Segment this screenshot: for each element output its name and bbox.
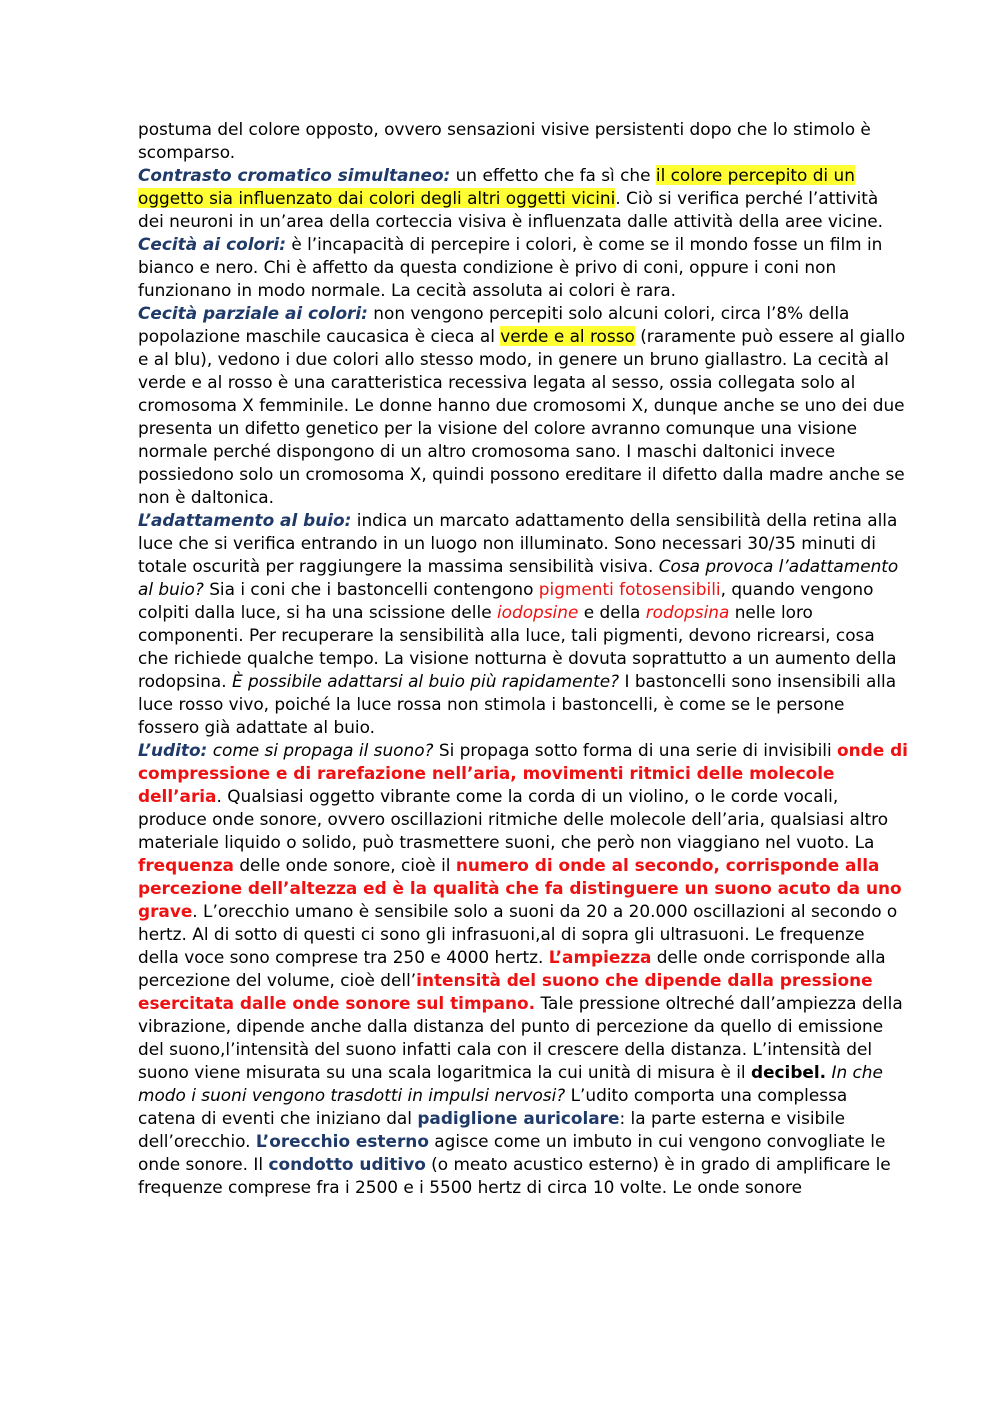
text: postuma del colore opposto, ovvero sensazioni visive persistenti dopo che lo stimolo è scomparso. [138,119,871,162]
section-heading: L’udito: [138,740,208,760]
red-term: rodopsina [645,602,730,622]
section-heading: Cecità ai colori: [138,234,286,254]
text: L’udito comporta una complessa catena di eventi che iniziano dal [138,1085,848,1128]
text: delle onde corrisponde alla percezione del volume, cioè dell’ [138,947,886,990]
text: è l’incapacità di percepire i colori, è come se il mondo fosse un film in bianco e nero. Chi è affetto da questa condizione è privo di coni, oppure i coni non funzionano in modo normale. La cecità assoluta ai colori è rara. [138,234,883,300]
red-bold-term: frequenza [138,855,234,875]
question-text: Cosa provoca l’adattamento al buio? [138,556,899,599]
text: . L’orecchio umano è sensibile solo a suoni da 20 a 20.000 oscillazioni al secondo o hertz. Al di sotto di questi ci sono gli infrasuoni,al di sopra gli ultrasuoni. Le frequenze della voce sono comprese tra 250 e 4000 hertz. [138,901,898,967]
text: un effetto che fa sì che [450,165,656,185]
red-term: iodopsine [496,602,579,622]
red-bold-term: numero di onde al secondo, corrisponde alla percezione dell’altezza ed è la qualità che fa distinguere un suono acuto da uno grave [138,855,902,921]
text: e della [578,602,646,622]
blue-bold-term: padiglione auricolare [417,1108,620,1128]
text: agisce come un imbuto in cui vengono convogliate le onde sonore. Il [138,1131,886,1174]
text: indica un marcato adattamento della sensibilità della retina alla luce che si verifica entrando in un luogo non illuminato. Sono necessari 30/35 minuti di totale oscurità per raggiungere la massima sensibilità visiva. [138,510,898,576]
highlighted-text: verde e al rosso [500,326,635,346]
text: (raramente può essere al giallo e al blu), vedono i due colori allo stesso modo, in genere un bruno giallastro. La cecità al verde e al rosso è una caratteristica recessiva legata al sesso, ossia collegata solo al cromosoma X femminile. Le donne hanno due cromosomi X, dunque anche se uno dei due presenta un difetto genetico per la visione del colore avranno comunque una visione normale perché dispongono di un altro cromosoma sano. I maschi daltonici invece possiedono solo un cromosoma X, quindi possono ereditare il difetto dalla madre anche se non è daltonica. [138,326,906,507]
section-heading: L’adattamento al buio: [138,510,352,530]
paragraph-dark-adaptation [138,509,908,739]
paragraph-color-blindness [138,233,908,302]
section-heading: Cecità parziale ai colori: [138,303,368,323]
text: Tale pressione oltreché dall’ampiezza della vibrazione, dipende anche dalla distanza del punto di percezione da quello di emissione del suono,l’intensità del suono infatti cala con il crescere della distanza. L’intensità del suono viene misurata su una scala logaritmica la cui unità di misura è il [138,993,903,1082]
text: . Qualsiasi oggetto vibrante come la corda di un violino, o le corde vocali, produce onde sonore, ovvero oscillazioni ritmiche delle molecole dell’aria, qualsiasi altro materiale liquido o solido, può trasmettere suoni, che però non viaggiano nel vuoto. La [138,786,889,852]
text: delle onde sonore, cioè il [233,855,456,875]
text: Si propaga sotto forma di una serie di invisibili [433,740,838,760]
highlighted-text: il colore percepito di un oggetto sia influenzato dai colori degli altri oggetti vicini [138,165,855,208]
text: (o meato acustico esterno) è in grado di amplificare le frequenze comprese fra i 2500 e i 5500 hertz di circa 10 volte. Le onde sonore [138,1154,891,1197]
question-text: In che modo i suoni vengono trasdotti in impulsi nervosi? [138,1062,883,1105]
question-text: come si propaga il suono? [207,740,434,760]
paragraph-afterimage [138,118,908,164]
question-text: È possibile adattarsi al buio più rapidamente? [231,671,620,691]
red-bold-term: L’ampiezza [548,947,652,967]
text: Sia i coni che i bastoncelli contengono [203,579,539,599]
section-heading: Contrasto cromatico simultaneo: [138,165,451,185]
paragraph-simultaneous-contrast [138,164,908,233]
document-page [138,118,908,1199]
blue-bold-term: condotto uditivo [268,1154,426,1174]
text: I bastoncelli sono insensibili alla luce rosso vivo, poiché la luce rossa non stimola i bastoncelli, è come se le persone fossero già adattate al buio. [138,671,897,737]
text: , quando vengono colpiti dalla luce, si ha una scissione delle [138,579,874,622]
paragraph-partial-color-blindness [138,302,908,509]
bold-term: decibel. [750,1062,827,1082]
text: nelle loro componenti. Per recuperare la sensibilità alla luce, tali pigmenti, devono ricrearsi, cosa che richiede qualche tempo. La visione notturna è dovuta soprattutto a un aumento della rodopsina. [138,602,897,691]
paragraph-hearing [138,739,908,1199]
text: non vengono percepiti solo alcuni colori, circa l’8% della popolazione maschile caucasica è cieca al [138,303,850,346]
red-bold-term: onde di compressione e di rarefazione nell’aria, movimenti ritmici delle molecole dell’aria [138,740,908,806]
red-bold-term: intensità del suono che dipende dalla pressione esercitata dalle onde sonore sul timpano. [138,970,873,1013]
text: . Ciò si verifica perché l’attività dei neuroni in un’area della corteccia visiva è influenzata dalle attività della aree vicine. [138,188,884,231]
blue-bold-term: L’orecchio esterno [255,1131,429,1151]
text: : la parte esterna e visibile dell’orecchio. [138,1108,846,1151]
red-term: pigmenti fotosensibili [538,579,721,599]
